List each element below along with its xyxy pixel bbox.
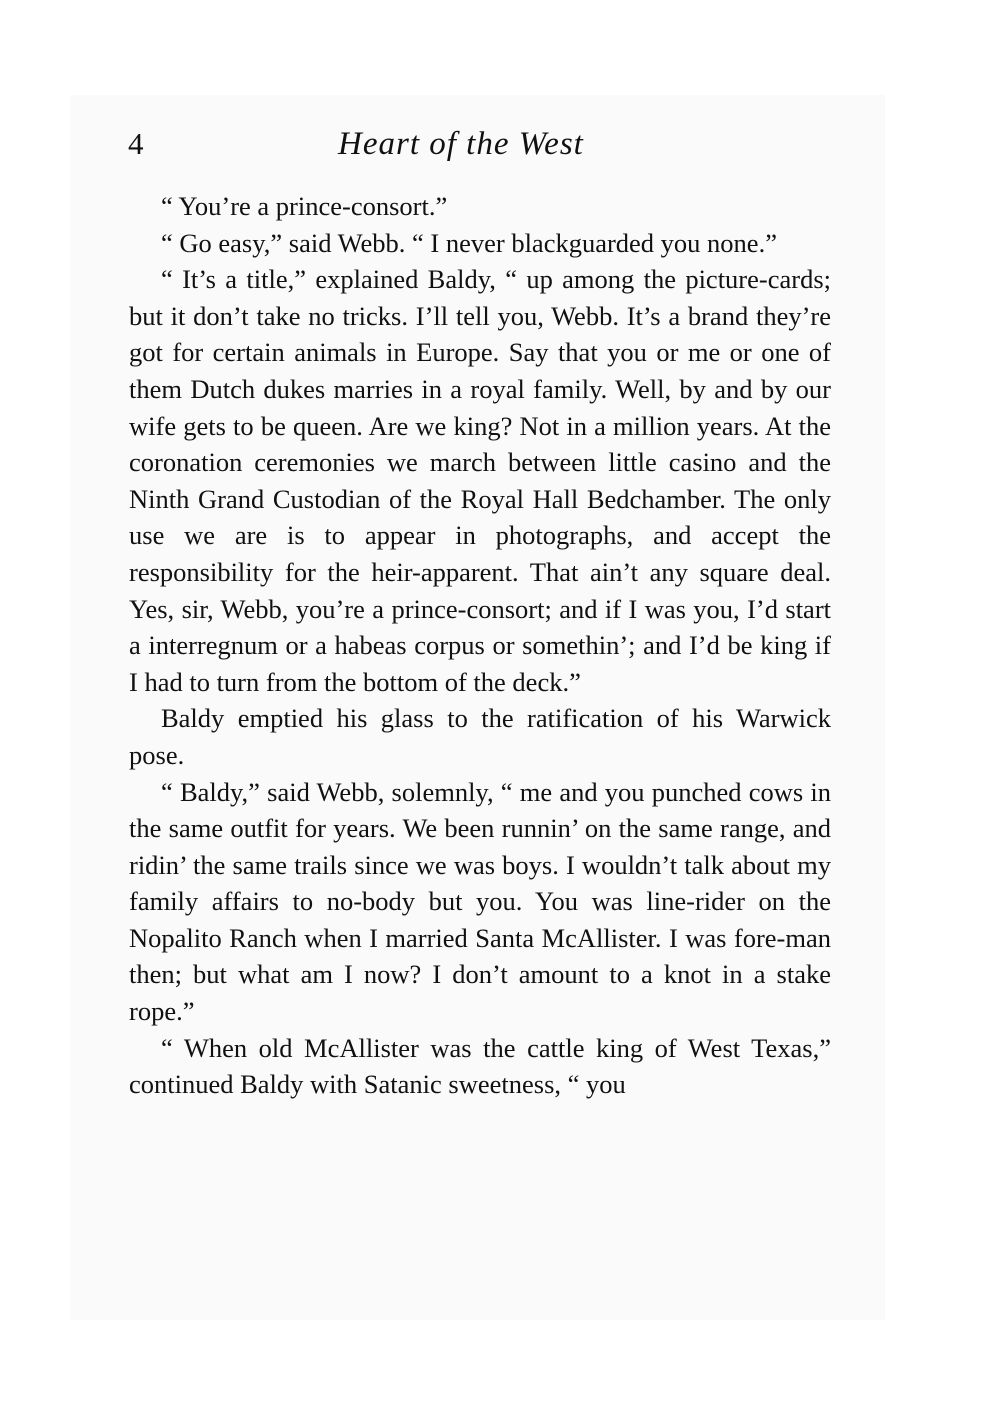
paragraph: “ Baldy,” said Webb, solemnly, “ me and you punched cows in the same outfit for years. We been runnin’ on the same range, and ridin’ the same trails since we was boys. I wouldn’t talk about my family affairs to no-body but you. You was line-rider on the Nopalito Ranch when I married Santa McAllister. I was fore-man then; but what am I now? I don’t amount to a knot in a stake rope.” — [129, 776, 831, 1027]
page-number: 4 — [128, 126, 144, 161]
body-text — [129, 188, 831, 1103]
paragraph: “ Go easy,” said Webb. “ I never blackguarded you none.” — [161, 227, 777, 258]
paragraph: “ When old McAllister was the cattle king of West Texas,” continued Baldy with Satanic sweetness, “ you — [129, 1032, 831, 1100]
page-header — [128, 126, 833, 176]
paragraph: “ You’re a prince-consort.” — [161, 191, 448, 221]
paragraph: “ It’s a title,” explained Baldy, “ up among the picture-cards; but it don’t take no tricks. I’ll tell you, Webb. It’s a brand they’re got for certain animals in Europe. Say that you or me or one of them Dutch dukes marries in a royal family. Well, by and by our wife gets to be queen. Are we king? Not in a million years. At the coronation ceremonies we march between little casino and the Ninth Grand Custodian of the Royal Hall Bedchamber. The only use we are is to appear in photographs, and accept the responsibility for the heir-apparent. That ain’t any square deal. Yes, sir, Webb, you’re a prince-consort; and if I was you, I’d start a interregnum or a habeas corpus or somethin’; and I’d be king if I had to turn from the bottom of the deck.” — [129, 264, 831, 697]
running-title: Heart of the West — [338, 126, 584, 162]
paragraph: Baldy emptied his glass to the ratification of his Warwick pose. — [129, 703, 831, 770]
